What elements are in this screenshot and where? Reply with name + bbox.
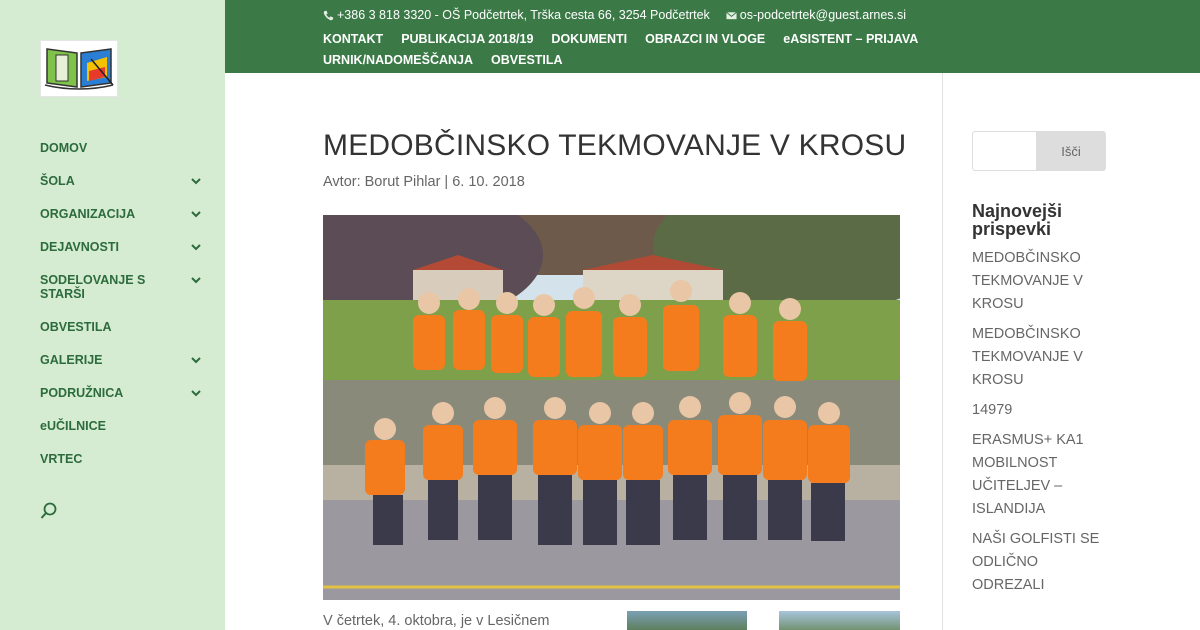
top-header — [225, 0, 1200, 73]
sidebar-item-sola[interactable] — [40, 174, 210, 188]
gallery-thumbnail[interactable] — [779, 611, 900, 630]
sidebar-item-eucilnice[interactable] — [40, 419, 210, 433]
sidebar-divider — [942, 73, 943, 630]
contact-text: +386 3 818 3320 - OŠ Podčetrtek, Trška cesta 66, 3254 Podčetrtek — [337, 8, 710, 22]
top-nav-urnik[interactable]: URNIK/NADOMEŠČANJA — [323, 53, 474, 67]
sidebar-item-label: ORGANIZACIJA — [40, 207, 136, 221]
top-nav-obrazci[interactable]: OBRAZCI IN VLOGE — [645, 32, 766, 46]
sidebar-item-dejavnosti[interactable] — [40, 240, 210, 254]
sidebar-item-sodelovanje[interactable] — [40, 273, 210, 301]
gallery-thumbnail[interactable] — [627, 611, 747, 630]
sidebar-item-obvestila[interactable] — [40, 320, 210, 334]
search-icon[interactable] — [40, 502, 58, 520]
recent-posts-list — [972, 247, 1112, 604]
email-link[interactable]: os-podcetrtek@guest.arnes.si — [739, 8, 907, 22]
envelope-icon — [726, 10, 737, 21]
recent-post-link[interactable]: MEDOBČINSKO TEKMOVANJE V KROSU — [972, 250, 1083, 312]
post-excerpt: V četrtek, 4. oktobra, je v Lesičnem — [323, 613, 550, 629]
sidebar-item-podruznica[interactable] — [40, 386, 210, 400]
post-meta: Avtor: Borut Pihlar | 6. 10. 2018 — [323, 174, 525, 190]
left-sidebar — [0, 0, 225, 630]
sidebar-item-vrtec[interactable] — [40, 452, 210, 466]
sidebar-item-domov[interactable] — [40, 141, 210, 155]
recent-post-link[interactable]: MEDOBČINSKO TEKMOVANJE V KROSU — [972, 326, 1083, 388]
chevron-down-icon[interactable] — [190, 241, 202, 253]
recent-post-link[interactable]: ERASMUS+ KA1 MOBILNOST UČITELJEV – ISLANDIJA — [972, 432, 1084, 517]
sidebar-item-label: DOMOV — [40, 141, 88, 155]
chevron-down-icon[interactable] — [190, 354, 202, 366]
search-input[interactable] — [972, 131, 1037, 171]
phone-icon — [323, 10, 334, 21]
sidebar-item-label: SODELOVANJE S STARŠI — [40, 273, 146, 301]
sidebar-item-label: eUČILNICE — [40, 419, 106, 433]
top-nav-dokumenti[interactable]: DOKUMENTI — [551, 32, 628, 46]
recent-posts-heading: Najnovejši prispevki — [972, 201, 1063, 239]
post-title: MEDOBČINSKO TEKMOVANJE V KROSU — [323, 129, 907, 162]
group-photo-image — [323, 215, 900, 600]
school-book-logo — [41, 41, 117, 96]
top-nav-easistent[interactable]: eASISTENT – PRIJAVA — [783, 32, 919, 46]
top-nav — [323, 29, 1083, 71]
top-nav-kontakt[interactable]: KONTAKT — [323, 32, 384, 46]
search-button[interactable]: Išči — [1036, 131, 1106, 171]
sidebar-item-galerije[interactable] — [40, 353, 210, 367]
chevron-down-icon[interactable] — [190, 208, 202, 220]
main-nav — [40, 141, 210, 485]
featured-photo[interactable] — [323, 215, 900, 600]
sidebar-item-label: ŠOLA — [40, 174, 75, 188]
sidebar-item-label: PODRUŽNICA — [40, 386, 124, 400]
chevron-down-icon[interactable] — [190, 387, 202, 399]
top-nav-obvestila[interactable]: OBVESTILA — [491, 53, 563, 67]
chevron-down-icon[interactable] — [190, 274, 202, 286]
sidebar-item-organizacija[interactable] — [40, 207, 210, 221]
sidebar-item-label: OBVESTILA — [40, 320, 112, 334]
chevron-down-icon[interactable] — [190, 175, 202, 187]
sidebar-item-label: GALERIJE — [40, 353, 103, 367]
sidebar-item-label: DEJAVNOSTI — [40, 240, 119, 254]
top-nav-publikacija[interactable]: PUBLIKACIJA 2018/19 — [401, 32, 534, 46]
recent-post-link[interactable]: NAŠI GOLFISTI SE ODLIČNO ODREZALI — [972, 531, 1100, 593]
school-logo[interactable] — [40, 40, 118, 97]
recent-post-link[interactable]: 14979 — [972, 402, 1013, 418]
sidebar-item-label: VRTEC — [40, 452, 83, 466]
contact-bar — [323, 8, 906, 22]
